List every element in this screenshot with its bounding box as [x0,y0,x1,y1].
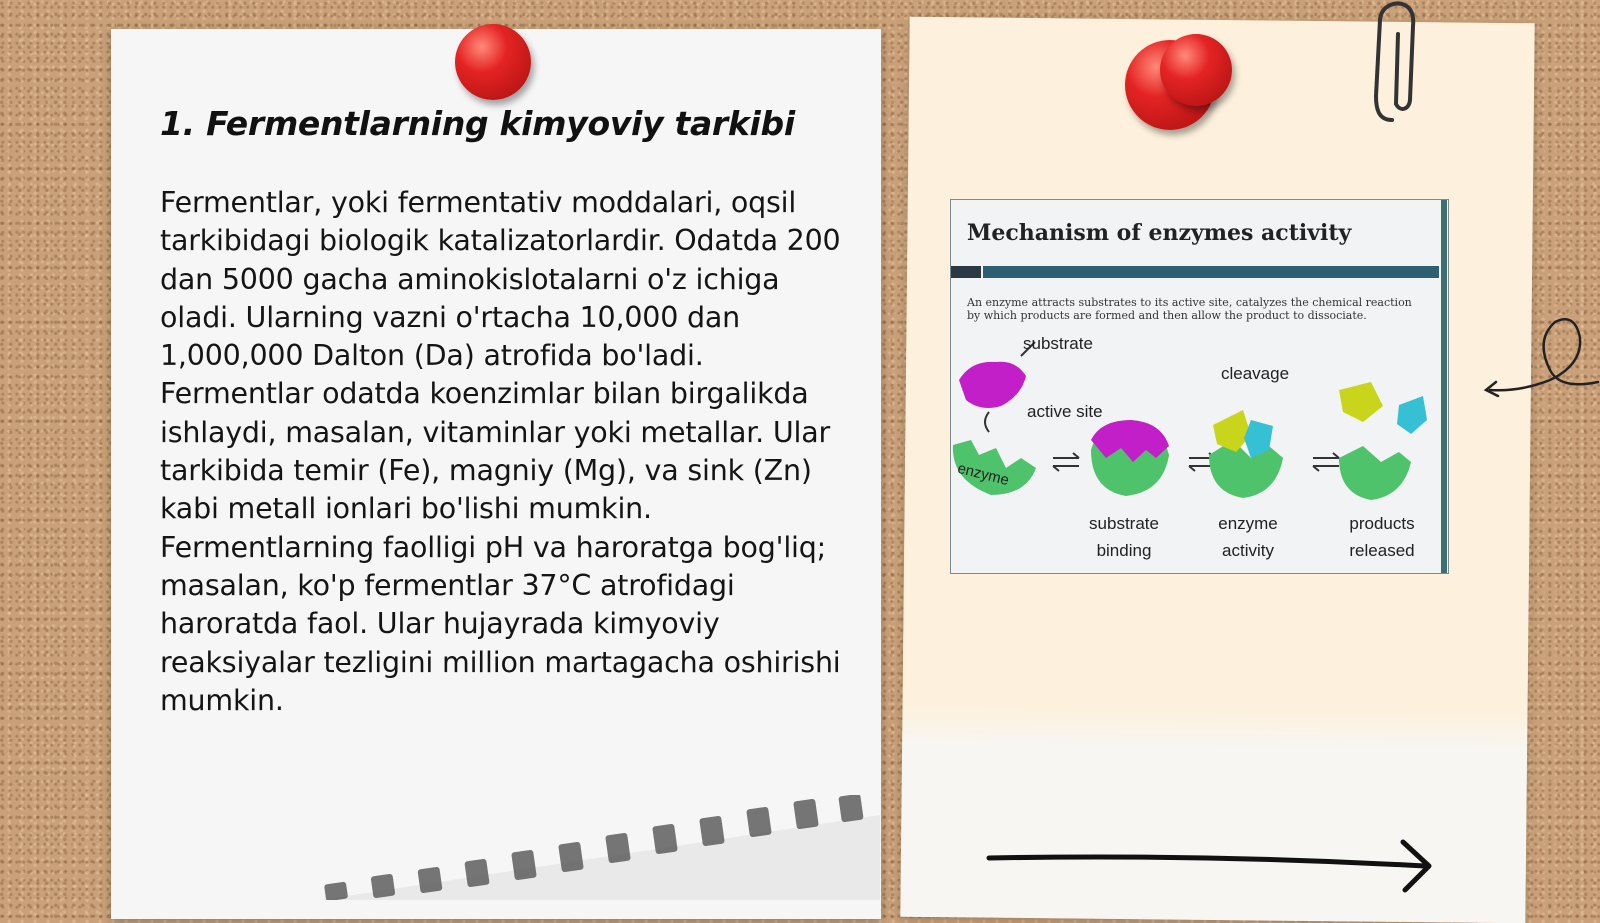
label-cleavage: cleavage [1221,364,1290,383]
figure-caption: An enzyme attracts substrates to its active site, catalyzes the chemical reaction by which products are formed and then allow the product to dissociate. [967,296,1412,322]
label-substrate: substrate [1023,334,1093,353]
label-active-site: active site [1027,402,1103,421]
loop-arrow-doodle [1480,310,1600,410]
label-products-released: products released [1349,514,1415,560]
paperclip-icon [1370,0,1424,126]
label-enzyme-activity: enzyme activity [1218,514,1278,560]
label-substrate-binding: substrate binding [1089,514,1159,560]
pushpin-icon [1160,34,1232,106]
slide-title: 1. Fermentlarning kimyoviy tarkibi [160,104,795,143]
body-paragraph: Fermentlar, yoki fermentativ moddalari, oqsil tarkibidagi biologik katalizatorlardir. Odatda 200 dan 5000 gacha aminokislotalarni o'z ichiga oladi. Ularning vazni o'rtacha 10,000 dan 1,000,000 Dalton (Da) atrofida bo'ladi. Fermentlar odatda koenzimlar bilan birgalikda ishlaydi, masalan, vitaminlar yoki metallar. Ular tarkibida temir (Fe), magniy (Mg), va sink (Zn) kabi metall ionlari bo'lishi mumkin. Fermentlarning faolligi pH va haroratga bog'liq; masalan, ko'p fermentlar 37°C atrofidagi haroratda faol. Ular hujayrada kimyoviy reaksiyalar tezligini million martagacha oshirishi mumkin. [160,186,841,717]
figure-title: Mechanism of enzymes activity [967,220,1352,246]
torn-paper-tabs [320,795,880,900]
label-enzyme: enzyme [955,459,1011,490]
arrow-right-icon [985,838,1455,894]
enzyme-mechanism-figure [950,199,1449,574]
pushpin-icon [455,24,531,100]
